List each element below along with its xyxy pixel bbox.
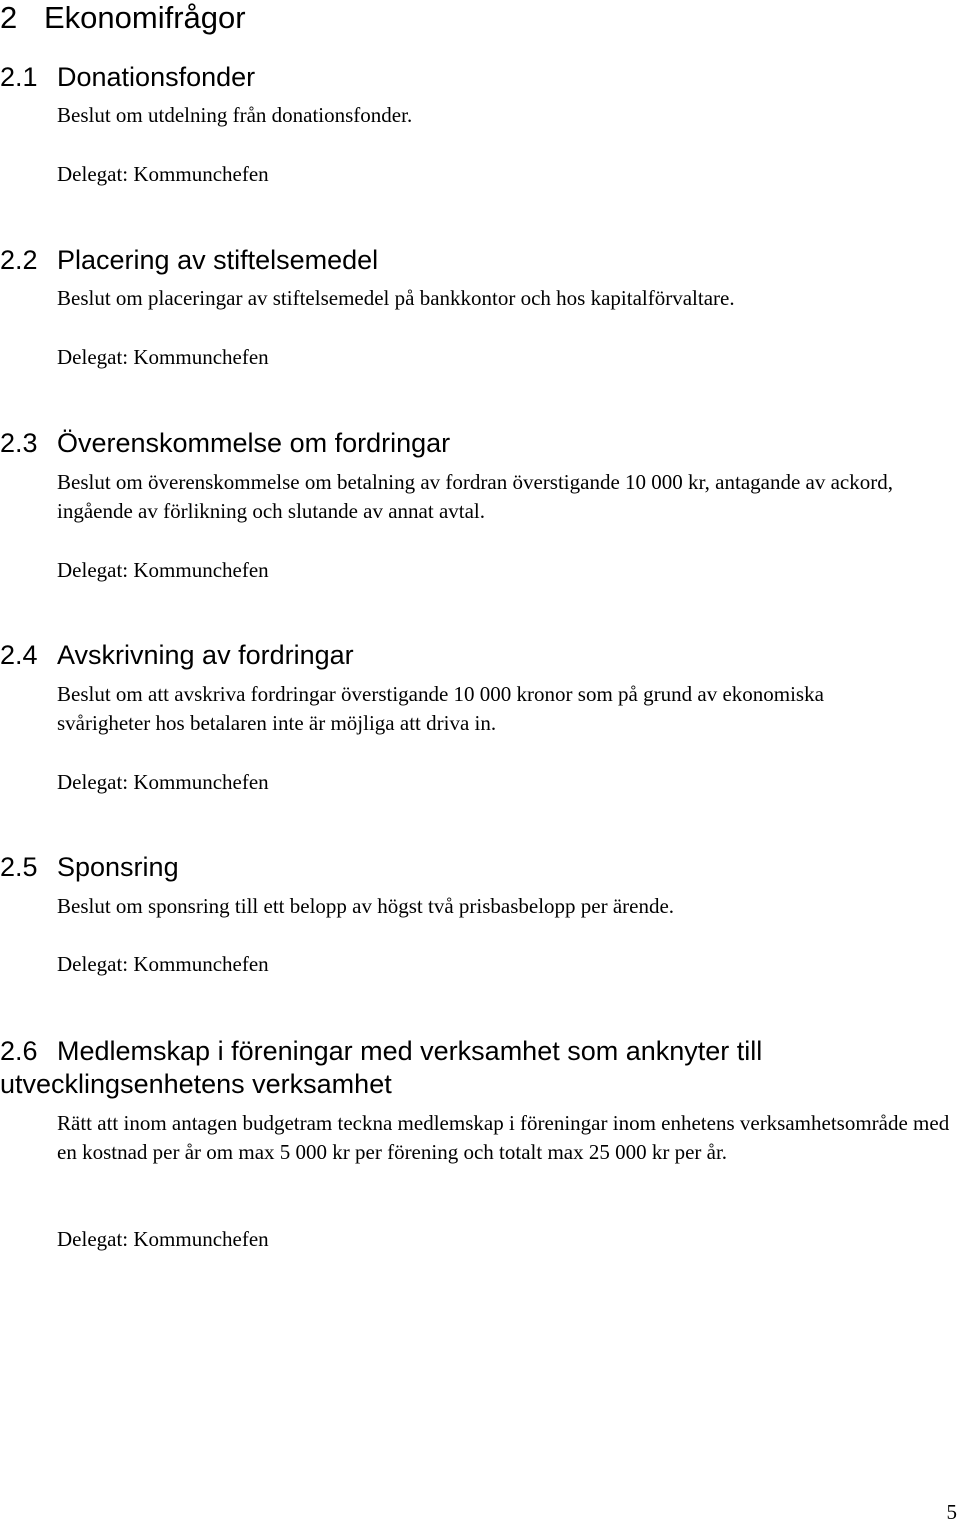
section-title: Sponsring — [57, 852, 179, 882]
section-delegat-2-4: Delegat: Kommunchefen — [57, 770, 269, 794]
section-heading-2-2 — [0, 244, 378, 277]
section-heading-2-5 — [0, 851, 179, 884]
section-heading-2-3 — [0, 427, 450, 460]
section-number: 2.1 — [0, 62, 38, 92]
page-number: 5 — [946, 1500, 957, 1524]
section-text-2-2: Beslut om placeringar av stiftelsemedel på bankkontor och hos kapitalförvaltare. — [57, 286, 735, 310]
section-title: Medlemskap i föreningar med verksamhet som anknyter till utvecklingsenhetens verksamhet — [0, 1036, 763, 1099]
section-text-2-1: Beslut om utdelning från donationsfonder. — [57, 103, 413, 127]
section-number: 2.5 — [0, 852, 38, 882]
section-text-2-4: Beslut om att avskriva fordringar överstigande 10 000 kronor som på grund av ekonomiska svårigheter hos betalaren inte är möjliga att driva in. — [57, 682, 824, 735]
section-text-2-6: Rätt att inom antagen budgetram teckna medlemskap i föreningar inom enhetens verksamhetsområde med en kostnad per år om max 5 000 kr per förening och totalt max 25 000 kr per år. — [57, 1111, 950, 1164]
section-number: 2.2 — [0, 245, 38, 275]
section-title: Avskrivning av fordringar — [57, 640, 354, 670]
section-heading-2-6 — [0, 1035, 850, 1101]
section-heading-2-4 — [0, 639, 354, 672]
section-delegat-2-1: Delegat: Kommunchefen — [57, 162, 269, 186]
section-number: 2.4 — [0, 640, 38, 670]
section-delegat-2-2: Delegat: Kommunchefen — [57, 345, 269, 369]
section-delegat-2-6: Delegat: Kommunchefen — [57, 1227, 269, 1251]
section-title: Donationsfonder — [57, 62, 256, 92]
section-number: 2.6 — [0, 1036, 38, 1066]
section-heading-2-1 — [0, 61, 255, 94]
section-text-2-5: Beslut om sponsring till ett belopp av högst två prisbasbelopp per ärende. — [57, 894, 675, 918]
chapter-title: Ekonomifrågor — [44, 0, 246, 35]
section-delegat-2-3: Delegat: Kommunchefen — [57, 558, 269, 582]
section-title: Överenskommelse om fordringar — [57, 428, 451, 458]
section-text-2-3: Beslut om överenskommelse om betalning av fordran överstigande 10 000 kr, antagande av ackord, ingående av förlikning och slutande av annat avtal. — [57, 470, 894, 523]
section-delegat-2-5: Delegat: Kommunchefen — [57, 952, 269, 976]
section-title: Placering av stiftelsemedel — [57, 245, 379, 275]
section-number: 2.3 — [0, 428, 38, 458]
chapter-number: 2 — [0, 0, 18, 35]
chapter-heading — [0, 0, 246, 36]
